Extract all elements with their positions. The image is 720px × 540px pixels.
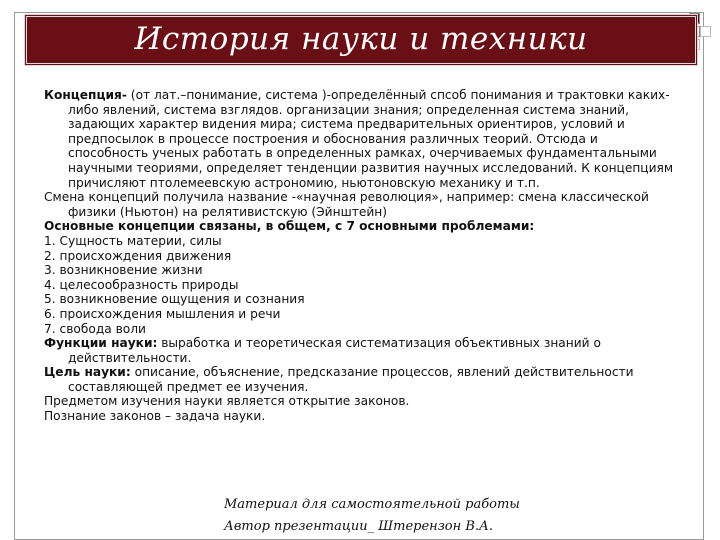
goal-term: Цель науки: bbox=[44, 365, 131, 380]
functions-text: выработка и теоретическая систематизация объективных знаний о действительности. bbox=[68, 336, 601, 365]
slide-title: История науки и техники bbox=[134, 21, 588, 57]
decorative-square bbox=[700, 26, 711, 37]
goal-paragraph bbox=[44, 365, 676, 394]
footer-line-author: Автор презентации_ Штерензон В.А. bbox=[224, 519, 493, 534]
list-item: 7. свобода воли bbox=[44, 321, 146, 336]
cognition-paragraph: Познание законов – задача науки. bbox=[44, 409, 266, 424]
shift-paragraph: Смена концепций получила название -«научная революция», например: смена классической физики (Ньютон) на релятивистскую (Эйнштейн) bbox=[44, 190, 649, 219]
list-item: 3. возникновение жизни bbox=[44, 263, 203, 278]
title-bar bbox=[24, 14, 698, 66]
list-item: 2. происхождения движения bbox=[44, 248, 232, 263]
slide-body bbox=[44, 88, 676, 424]
concept-text: (от лат.–понимание, система )-определённый спсоб понимания и трактовки каких-либо явлений, система взглядов. организации знания; определенная система знаний, задающих характер видения мира; система предварительных ориентиров, условий и предпосылок в процессе построения и обоснования различных теорий. Отсюда и способность ученых работать в определенных рамках, очерчиваемых фундаментальными научными теориями, определяет тенденции развития научных исследований. К концепциям причисляют птолемеевскую астрономию, ньютоновскую механику и т.п. bbox=[68, 88, 674, 190]
slide-footer bbox=[224, 494, 520, 538]
subject-paragraph: Предметом изучения науки является открытие законов. bbox=[44, 394, 410, 409]
functions-term: Функции науки: bbox=[44, 336, 158, 351]
goal-text: описание, объяснение, предсказание процессов, явлений действительности составляющей предмет ее изучения. bbox=[68, 365, 634, 394]
concept-term: Концепция- bbox=[44, 88, 127, 102]
problems-list bbox=[44, 234, 676, 336]
main-concepts-heading: Основные концепции связаны, в общем, с 7 основными проблемами: bbox=[44, 219, 535, 234]
list-item: 4. целесообразность природы bbox=[44, 277, 239, 292]
list-item: 1. Сущность материи, силы bbox=[44, 233, 222, 248]
functions-paragraph bbox=[44, 336, 676, 365]
list-item: 6. происхождения мышления и речи bbox=[44, 306, 281, 321]
concept-paragraph bbox=[44, 88, 676, 190]
list-item: 5. возникновение ощущения и сознания bbox=[44, 292, 305, 307]
footer-line-material: Материал для самостоятельной работы bbox=[224, 497, 520, 512]
